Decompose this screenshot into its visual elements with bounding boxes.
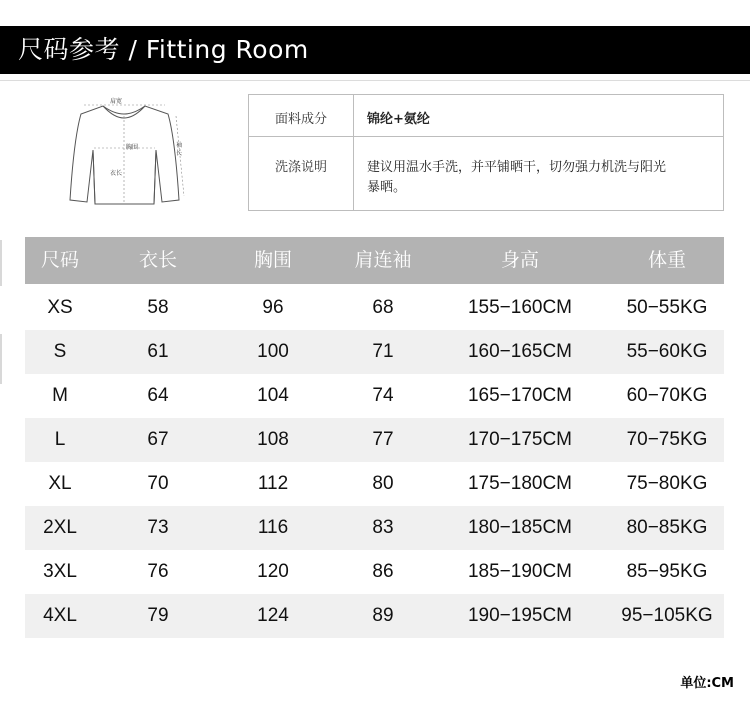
cell-length: 67	[147, 429, 169, 450]
table-row	[25, 462, 724, 506]
cell-weight: 70−75KG	[626, 429, 708, 450]
chest-label: 胸围	[126, 144, 139, 151]
cell-height: 155−160CM	[467, 297, 573, 318]
cell-height: 170−175CM	[467, 429, 573, 450]
cell-size: 4XL	[43, 605, 77, 626]
cell-height: 180−185CM	[467, 517, 573, 538]
cell-size: M	[52, 385, 68, 406]
length-label: 衣长	[110, 170, 123, 177]
sleeve-label: 袖长	[176, 142, 183, 157]
fabric-label: 面料成分	[274, 112, 327, 127]
cell-size: S	[53, 341, 67, 362]
cell-size: XS	[47, 297, 73, 318]
cell-height: 165−170CM	[467, 385, 573, 406]
header-size: 尺码	[40, 249, 79, 271]
cell-sleeve: 77	[372, 429, 394, 450]
table-row	[25, 418, 724, 462]
side-marker	[0, 334, 2, 384]
spec-divider	[353, 95, 354, 210]
table-row	[25, 550, 724, 594]
table-row	[25, 506, 724, 550]
table-row	[25, 286, 724, 330]
cell-weight: 60−70KG	[626, 385, 708, 406]
wash-line-2: 暴晒。	[367, 180, 407, 195]
table-header	[25, 237, 724, 284]
cell-chest: 112	[257, 473, 289, 494]
side-marker	[0, 240, 2, 286]
cell-length: 73	[147, 517, 169, 538]
header-weight: 体重	[647, 249, 686, 271]
header-sleeve: 肩连袖	[354, 249, 412, 271]
cell-weight: 95−105KG	[621, 605, 713, 626]
cell-chest: 124	[257, 605, 289, 626]
cell-sleeve: 89	[372, 605, 394, 626]
header-chest: 胸围	[253, 249, 292, 271]
cell-length: 70	[147, 473, 169, 494]
cell-weight: 55−60KG	[626, 341, 708, 362]
header-divider	[0, 80, 750, 81]
cell-height: 185−190CM	[467, 561, 573, 582]
cell-sleeve: 83	[372, 517, 394, 538]
cell-sleeve: 68	[372, 297, 394, 318]
cell-height: 175−180CM	[467, 473, 573, 494]
shoulder-label: 肩宽	[110, 98, 123, 105]
cell-chest: 104	[257, 385, 289, 406]
header-bar	[0, 26, 750, 74]
page-title: 尺码参考 / Fitting Room	[18, 35, 309, 64]
garment-diagram	[48, 92, 198, 210]
cell-chest: 100	[257, 341, 289, 362]
cell-weight: 50−55KG	[626, 297, 708, 318]
cell-sleeve: 80	[372, 473, 394, 494]
table-row	[25, 374, 724, 418]
cell-height: 160−165CM	[467, 341, 573, 362]
unit-note: 单位:CM	[680, 676, 734, 691]
cell-length: 79	[147, 605, 169, 626]
fabric-value: 锦纶+氨纶	[367, 112, 430, 127]
wash-line-1: 建议用温水手洗，并平铺晒干，切勿强力机洗与阳光	[367, 160, 667, 175]
cell-sleeve: 74	[372, 385, 394, 406]
header-length: 衣长	[138, 249, 177, 271]
cell-weight: 85−95KG	[626, 561, 708, 582]
cell-chest: 116	[257, 517, 289, 538]
cell-chest: 108	[257, 429, 289, 450]
cell-length: 61	[147, 341, 169, 362]
cell-length: 76	[147, 561, 169, 582]
cell-sleeve: 71	[372, 341, 394, 362]
cell-height: 190−195CM	[467, 605, 573, 626]
cell-weight: 75−80KG	[626, 473, 708, 494]
cell-chest: 96	[262, 297, 284, 318]
cell-length: 58	[147, 297, 169, 318]
table-row	[25, 594, 724, 638]
wash-label: 洗涤说明	[274, 160, 327, 175]
cell-size: 2XL	[43, 517, 77, 538]
cell-size: 3XL	[43, 561, 77, 582]
cell-sleeve: 86	[372, 561, 394, 582]
cell-chest: 120	[257, 561, 289, 582]
cell-size: XL	[48, 473, 72, 494]
spec-box	[248, 94, 724, 211]
cell-weight: 80−85KG	[626, 517, 708, 538]
cell-length: 64	[147, 385, 169, 406]
table-row	[25, 330, 724, 374]
header-height: 身高	[500, 249, 539, 271]
cell-size: L	[54, 429, 66, 450]
